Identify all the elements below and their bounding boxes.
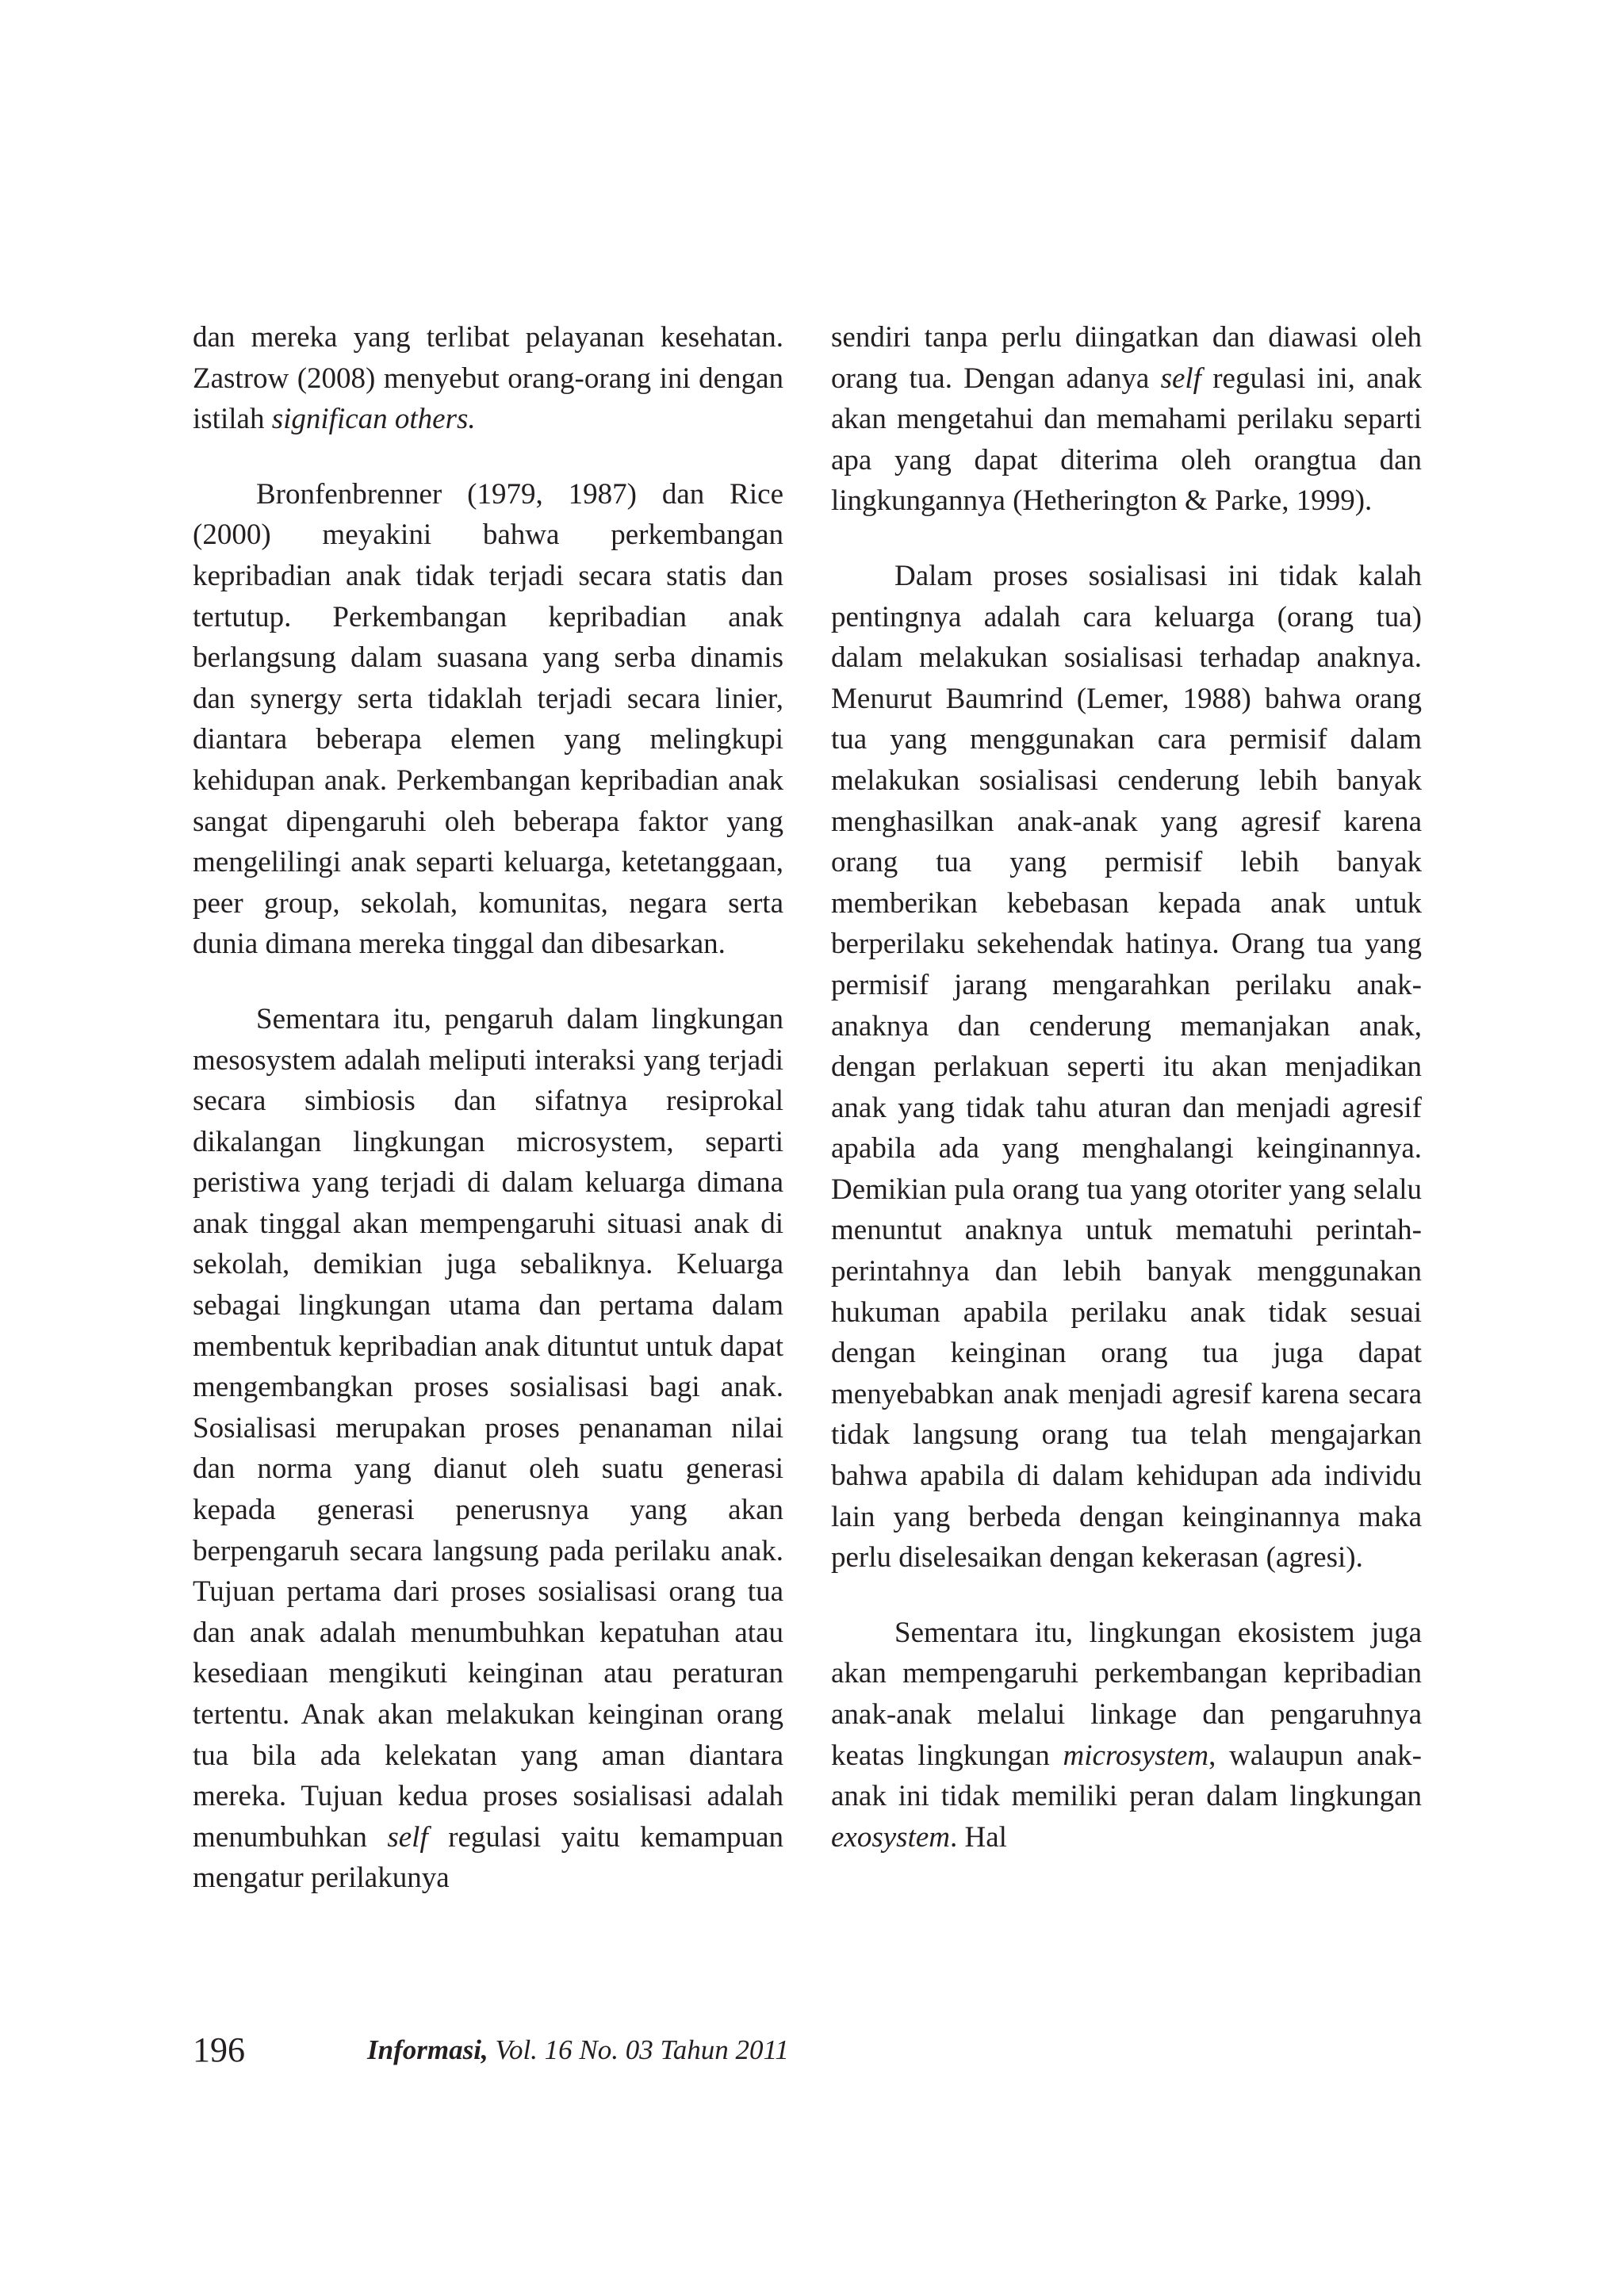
right-column [831, 317, 1422, 1892]
journal-citation [367, 2034, 789, 2066]
paragraph: Bronfenbrenner (1979, 1987) dan Rice (2000) meyakini bahwa perkembangan kepribadian anak tidak terjadi secara statis dan tertutup. Perkembangan kepribadian anak berlangsung dalam suasana yang serba dinamis dan synergy serta tidaklah terjadi secara linier, diantara beberapa elemen yang melingkupi kehidupan anak. Perkembangan kepribadian anak sangat dipengaruhi oleh beberapa faktor yang mengelilingi anak separti keluarga, ketetanggaan, peer group, sekolah, komunitas, negara serta dunia dimana mereka tinggal dan dibesarkan. [193, 477, 783, 961]
journal-issue: Vol. 16 No. 03 Tahun 2011 [488, 2034, 789, 2065]
paragraph-text: Sementara itu, lingkungan ekosistem juga akan mempengaruhi perkembangan kepribadian anak-anak melalui linkage dan pengaruhnya keatas lingkungan [831, 1616, 1422, 1772]
paragraph-text: dan mereka yang terlibat pelayanan kesehatan. Zastrow (2008) menyebut orang-orang ini dengan istilah [193, 321, 783, 436]
paragraph: Dalam proses sosialisasi ini tidak kalah pentingnya adalah cara keluarga (orang tua) dalam melakukan sosialisasi terhadap anaknya. Menurut Baumrind (Lemer, 1988) bahwa orang tua yang menggunakan cara permisif dalam melakukan sosialisasi cenderung lebih banyak menghasilkan anak-anak yang agresif karena orang tua yang permisif lebih banyak memberikan kebebasan kepada anak untuk berperilaku sekehendak hatinya. Orang tua yang permisif jarang mengarahkan perilaku anak-anaknya dan cenderung memanjakan anak, dengan perlakuan seperti itu akan menjadikan anak yang tidak tahu aturan dan menjadi agresif apabila ada yang menghalangi keinginannya. Demikian pula orang tua yang otoriter yang selalu menuntut anaknya untuk mematuhi perintah-perintahnya dan lebih banyak menggunakan hukuman apabila perilaku anak tidak sesuai dengan keinginan orang tua juga dapat menyebabkan anak menjadi agresif karena secara tidak langsung orang tua telah mengajarkan bahwa apabila di dalam kehidupan ada individu lain yang berbeda dengan keinginannya maka perlu diselesaikan dengan kekerasan (agresi). [831, 559, 1422, 1575]
paragraph-text: sendiri tanpa perlu diingatkan dan diawasi oleh orang tua. Dengan adanya [831, 321, 1422, 395]
left-column [193, 317, 783, 1933]
paragraph [831, 1613, 1422, 1858]
italic-term: self [387, 1820, 428, 1854]
italic-term: significan others. [271, 403, 476, 436]
page-number: 196 [193, 2030, 245, 2069]
paragraph-text: , walaupun anak-anak ini tidak memiliki peran dalam lingkungan [831, 1739, 1422, 1813]
paragraph-text: regulasi ini, anak akan mengetahui dan memahami perilaku separti apa yang dapat diterima oleh orangtua dan lingkungannya (Hetherington & Parke, 1999). [831, 362, 1423, 518]
italic-term: exosystem [831, 1820, 950, 1854]
paragraph [193, 317, 783, 440]
journal-name: Informasi, [367, 2034, 488, 2065]
italic-term: self [1160, 362, 1201, 395]
paragraph [193, 999, 783, 1899]
paragraph-text: Sementara itu, pengaruh dalam lingkungan mesosystem adalah meliputi interaksi yang terjadi secara simbiosis dan sifatnya resiprokal dikalangan lingkungan microsystem, separti peristiwa yang terjadi di dalam keluarga dimana anak tinggal akan mempengaruhi situasi anak di sekolah, demikian juga sebaliknya. Keluarga sebagai lingkungan utama dan pertama dalam membentuk kepribadian anak dituntut untuk dapat mengembangkan proses sosialisasi bagi anak. Sosialisasi merupakan proses penanaman nilai dan norma yang dianut oleh suatu generasi kepada generasi penerusnya yang akan berpengaruh secara langsung pada perilaku anak. Tujuan pertama dari proses sosialisasi orang tua dan anak adalah menumbuhkan kepatuhan atau kesediaan mengikuti keinginan atau peraturan tertentu. Anak akan melakukan keinginan orang tua bila ada kelekatan yang aman diantara mereka. Tujuan kedua proses sosialisasi adalah menumbuhkan [193, 1002, 783, 1854]
paragraph-text: regulasi yaitu kemampuan mengatur perilakunya [193, 1820, 784, 1895]
paragraph-text: . Hal [950, 1820, 1007, 1854]
page-footer [193, 2030, 906, 2077]
italic-term: microsystem [1063, 1739, 1209, 1772]
paragraph [831, 317, 1422, 522]
